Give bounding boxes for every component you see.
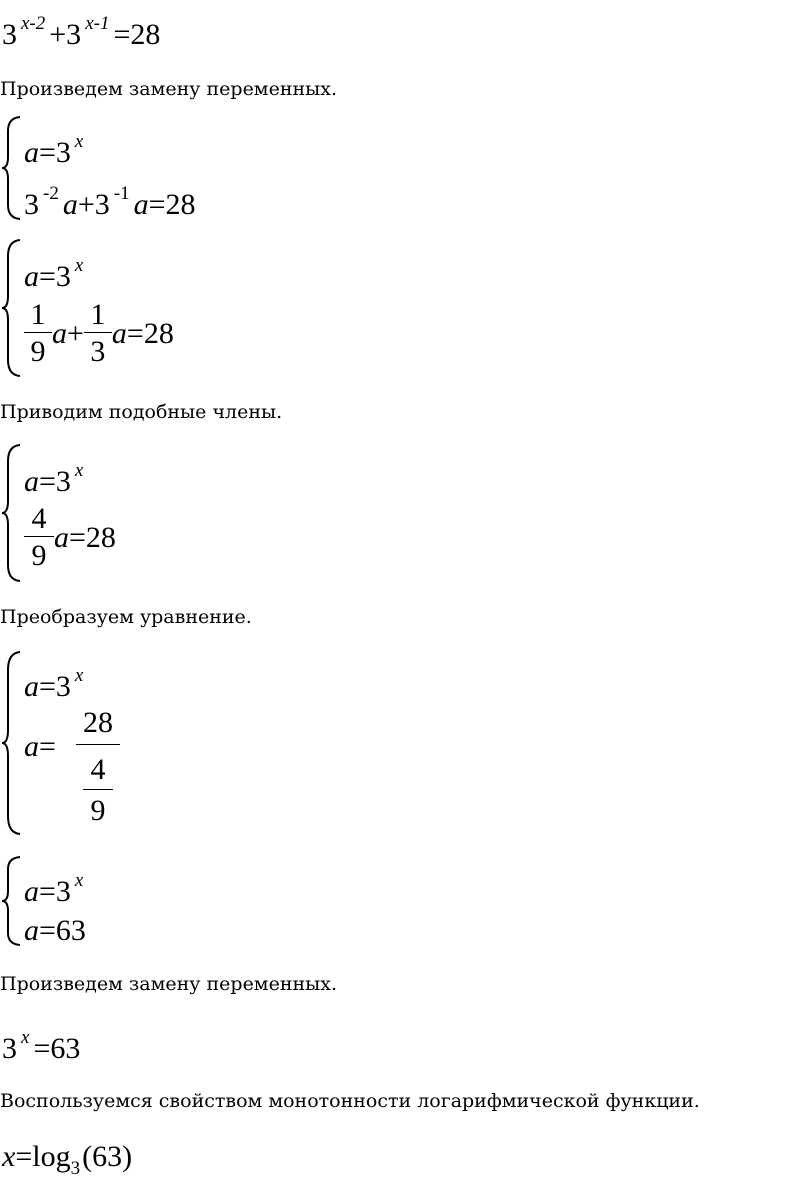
system-line [24,131,87,169]
left-brace-icon [0,443,24,583]
left-brace-icon [0,650,24,836]
variable: a [24,875,39,908]
numerator: 1 [90,298,106,331]
exponent: x [74,870,84,891]
variable: a [24,136,39,169]
variable: a [111,316,127,350]
exponent: -2 [43,183,59,204]
system-line [24,732,56,762]
variable: x [2,1140,16,1173]
rhs: =28 [148,188,196,221]
exponent: x-1 [85,13,110,34]
system-line [24,504,116,571]
system-line [24,665,87,703]
exponent: x [74,255,84,276]
fraction-bar [83,789,113,790]
variable: a [54,520,69,554]
numerator: 4 [31,502,47,535]
log-term: =log [15,1140,71,1173]
base: 3 [2,18,17,51]
denominator: 9 [31,539,47,572]
system-line [24,183,196,221]
system-line [24,300,174,367]
equation-initial [2,13,161,51]
rhs: =28 [126,316,174,350]
variable: a [62,188,78,221]
exponent: -1 [113,183,130,204]
equals-term: =3 [39,136,71,169]
numerator: 28 [83,706,113,739]
fraction [24,300,52,367]
fraction-bar [24,536,54,537]
variable: a [24,465,39,498]
inner-fraction [83,755,113,826]
left-brace-icon [0,238,24,378]
equals-term: =3 [39,465,71,498]
exponent: x [74,131,84,152]
fraction-bar [24,332,52,333]
base: 3 [2,1032,17,1065]
step-text: Воспользуемся свойством монотонности логарифмической функции. [0,1090,700,1112]
equals-term: =3 [39,875,71,908]
exponent: x [74,460,84,481]
left-brace-icon [0,855,24,947]
equation-exponential [2,1027,81,1065]
numerator: 4 [90,753,106,786]
fraction-bar [76,744,120,745]
fraction [24,504,54,571]
numerator: 1 [30,298,46,331]
equals-term: =3 [39,260,71,293]
exponent: x [21,1027,30,1048]
left-brace-icon [0,115,24,221]
rhs: =28 [69,520,116,554]
equals-term: = [39,730,56,763]
system-line [24,870,87,908]
plus-term: +3 [49,18,82,51]
variable: a [52,316,67,350]
variable: a [24,914,39,947]
rhs: =28 [113,18,161,51]
denominator: 3 [90,335,106,368]
log-base: 3 [70,1158,81,1179]
system-line [24,916,86,946]
rhs: =63 [39,914,86,947]
variable: a [133,188,149,221]
fraction [84,300,112,367]
denominator: 9 [90,794,106,827]
plus-term: + [67,316,84,350]
fraction-bar [84,332,112,333]
step-text: Произведем замену переменных. [0,78,338,100]
system-line [24,460,87,498]
system-line [24,255,87,293]
exponent: x-2 [21,13,46,34]
variable: a [24,670,39,703]
step-text: Приводим подобные члены. [0,401,283,423]
variable: a [24,730,39,763]
equals-term: =3 [39,670,71,703]
equation-logarithm [2,1140,133,1179]
plus-term: +3 [77,188,110,221]
variable: a [24,260,39,293]
rhs: =63 [33,1032,81,1065]
denominator: 9 [30,335,46,368]
log-argument: (63) [82,1140,133,1173]
outer-fraction [76,708,120,826]
step-text: Произведем замену переменных. [0,973,338,995]
exponent: x [74,665,84,686]
base: 3 [24,188,39,221]
step-text: Преобразуем уравнение. [0,606,252,628]
